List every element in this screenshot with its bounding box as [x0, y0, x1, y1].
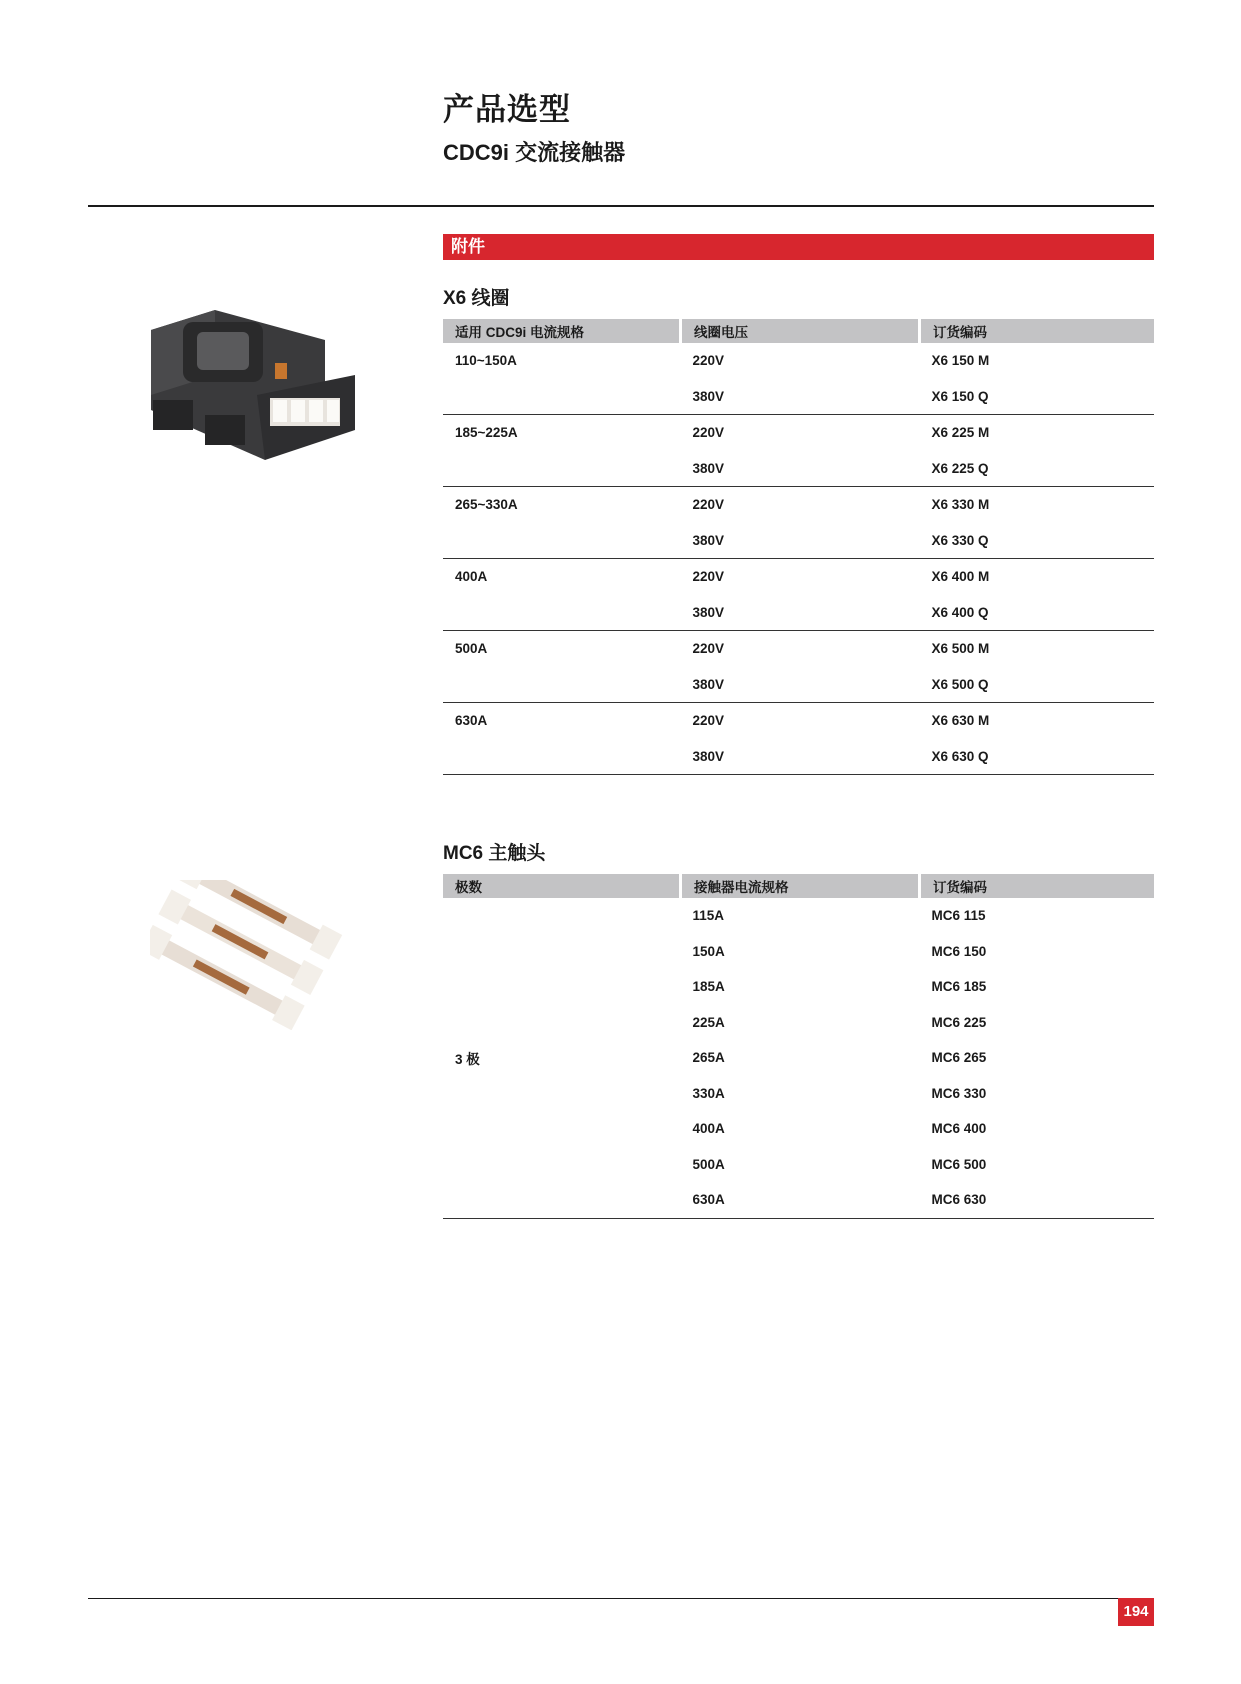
order-code-cell: X6 630 Q — [920, 739, 1155, 775]
current-cell: 500A — [692, 1156, 725, 1172]
bottom-divider — [88, 1598, 1154, 1599]
voltage-cell: 220V — [692, 641, 725, 657]
voltage-cell: 380V — [681, 595, 920, 631]
order-code-cell: MC6 265 — [931, 1050, 987, 1066]
column-header: 线圈电压 — [681, 319, 920, 343]
column-header: 订货编码 — [920, 874, 1155, 898]
order-code-cell: MC6 330 — [931, 1085, 987, 1101]
rating-cell: 400A — [443, 559, 681, 631]
order-code-cell: X6 150 M — [931, 353, 990, 369]
voltage-cell: 380V — [681, 739, 920, 775]
order-code-cell: X6 630 M — [931, 713, 990, 729]
order-code-cell: X6 225 Q — [920, 451, 1155, 487]
current-cell: 265A — [692, 1050, 725, 1066]
current-cell: 630A — [681, 1182, 920, 1218]
table-row — [443, 415, 1154, 451]
section-bar: 附件 — [443, 234, 1154, 260]
column-header: 极数 — [443, 874, 681, 898]
table-row — [443, 559, 1154, 595]
order-code-cell: MC6 225 — [931, 1014, 987, 1030]
voltage-cell: 380V — [681, 451, 920, 487]
page-title: 产品选型 — [443, 92, 571, 127]
column-header: 订货编码 — [920, 319, 1155, 343]
contacts-table — [443, 874, 1154, 1219]
page-number: 194 — [1118, 1598, 1154, 1626]
current-cell: 150A — [692, 943, 725, 959]
order-code-cell: X6 500 M — [931, 641, 990, 657]
table-row — [443, 487, 1154, 523]
current-cell: 115A — [692, 908, 725, 924]
coil-table — [443, 319, 1154, 775]
order-code-cell: MC6 630 — [920, 1182, 1155, 1218]
voltage-cell: 380V — [681, 379, 920, 415]
contacts-product-image — [150, 880, 355, 1030]
current-cell: 185A — [692, 979, 725, 995]
table-row — [443, 343, 1154, 379]
order-code-cell: MC6 150 — [931, 943, 987, 959]
table-row — [443, 703, 1154, 739]
voltage-cell: 220V — [692, 497, 725, 513]
voltage-cell: 220V — [692, 425, 725, 441]
current-cell: 330A — [692, 1085, 725, 1101]
voltage-cell: 380V — [681, 667, 920, 703]
contacts-heading: MC6 主触头 — [443, 843, 546, 864]
column-header: 适用 CDC9i 电流规格 — [443, 319, 681, 343]
order-code-cell: X6 330 M — [931, 497, 990, 513]
voltage-cell: 380V — [681, 523, 920, 559]
poles-cell: 3 极 — [443, 898, 681, 1218]
rating-cell: 110~150A — [443, 343, 681, 415]
order-code-cell: MC6 400 — [931, 1121, 987, 1137]
coil-heading: X6 线圈 — [443, 288, 510, 309]
table-row — [443, 631, 1154, 667]
order-code-cell: MC6 500 — [931, 1156, 987, 1172]
page-subtitle: CDC9i 交流接触器 — [443, 140, 626, 165]
table-row — [443, 898, 1154, 934]
rating-cell: 630A — [443, 703, 681, 775]
order-code-cell: MC6 115 — [931, 908, 986, 924]
voltage-cell: 220V — [692, 713, 725, 729]
order-code-cell: MC6 185 — [931, 979, 987, 995]
rating-cell: 500A — [443, 631, 681, 703]
order-code-cell: X6 400 Q — [920, 595, 1155, 631]
column-header: 接触器电流规格 — [681, 874, 920, 898]
order-code-cell: X6 500 Q — [920, 667, 1155, 703]
order-code-cell: X6 225 M — [931, 425, 990, 441]
rating-cell: 185~225A — [443, 415, 681, 487]
current-cell: 400A — [692, 1121, 725, 1137]
voltage-cell: 220V — [692, 569, 725, 585]
current-cell: 225A — [692, 1014, 725, 1030]
coil-product-image — [145, 300, 365, 470]
order-code-cell: X6 330 Q — [920, 523, 1155, 559]
top-divider — [88, 205, 1154, 207]
voltage-cell: 220V — [692, 353, 725, 369]
rating-cell: 265~330A — [443, 487, 681, 559]
order-code-cell: X6 400 M — [931, 569, 990, 585]
order-code-cell: X6 150 Q — [920, 379, 1155, 415]
